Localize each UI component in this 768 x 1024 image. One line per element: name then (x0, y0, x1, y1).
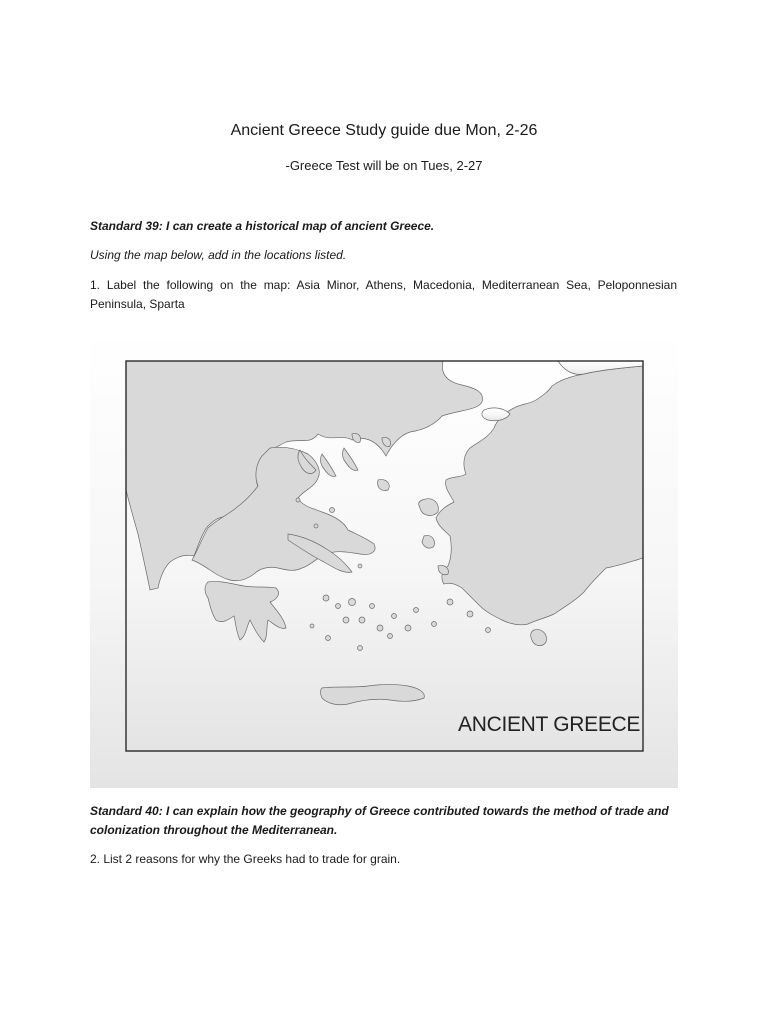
question-1: 1. Label the following on the map: Asia Minor, Athens, Macedonia, Mediterranean Sea, Peloponnesian Peninsula, Sparta (90, 278, 677, 311)
ancient-greece-map (90, 330, 678, 788)
page-title: Ancient Greece Study guide due Mon, 2-26 (230, 122, 538, 139)
map-title-label: ANCIENT GREECE (458, 713, 641, 736)
map-instruction: Using the map below, add in the locations listed. (90, 248, 347, 262)
question-2: 2. List 2 reasons for why the Greeks had to trade for grain. (90, 852, 401, 866)
standard-39: Standard 39: I can create a historical map of ancient Greece. (90, 219, 435, 233)
standard-40: Standard 40: I can explain how the geography of Greece contributed towards the method of trade and colonization throughout the Mediterranean. (90, 804, 669, 837)
test-date-note: -Greece Test will be on Tues, 2-27 (285, 158, 483, 173)
